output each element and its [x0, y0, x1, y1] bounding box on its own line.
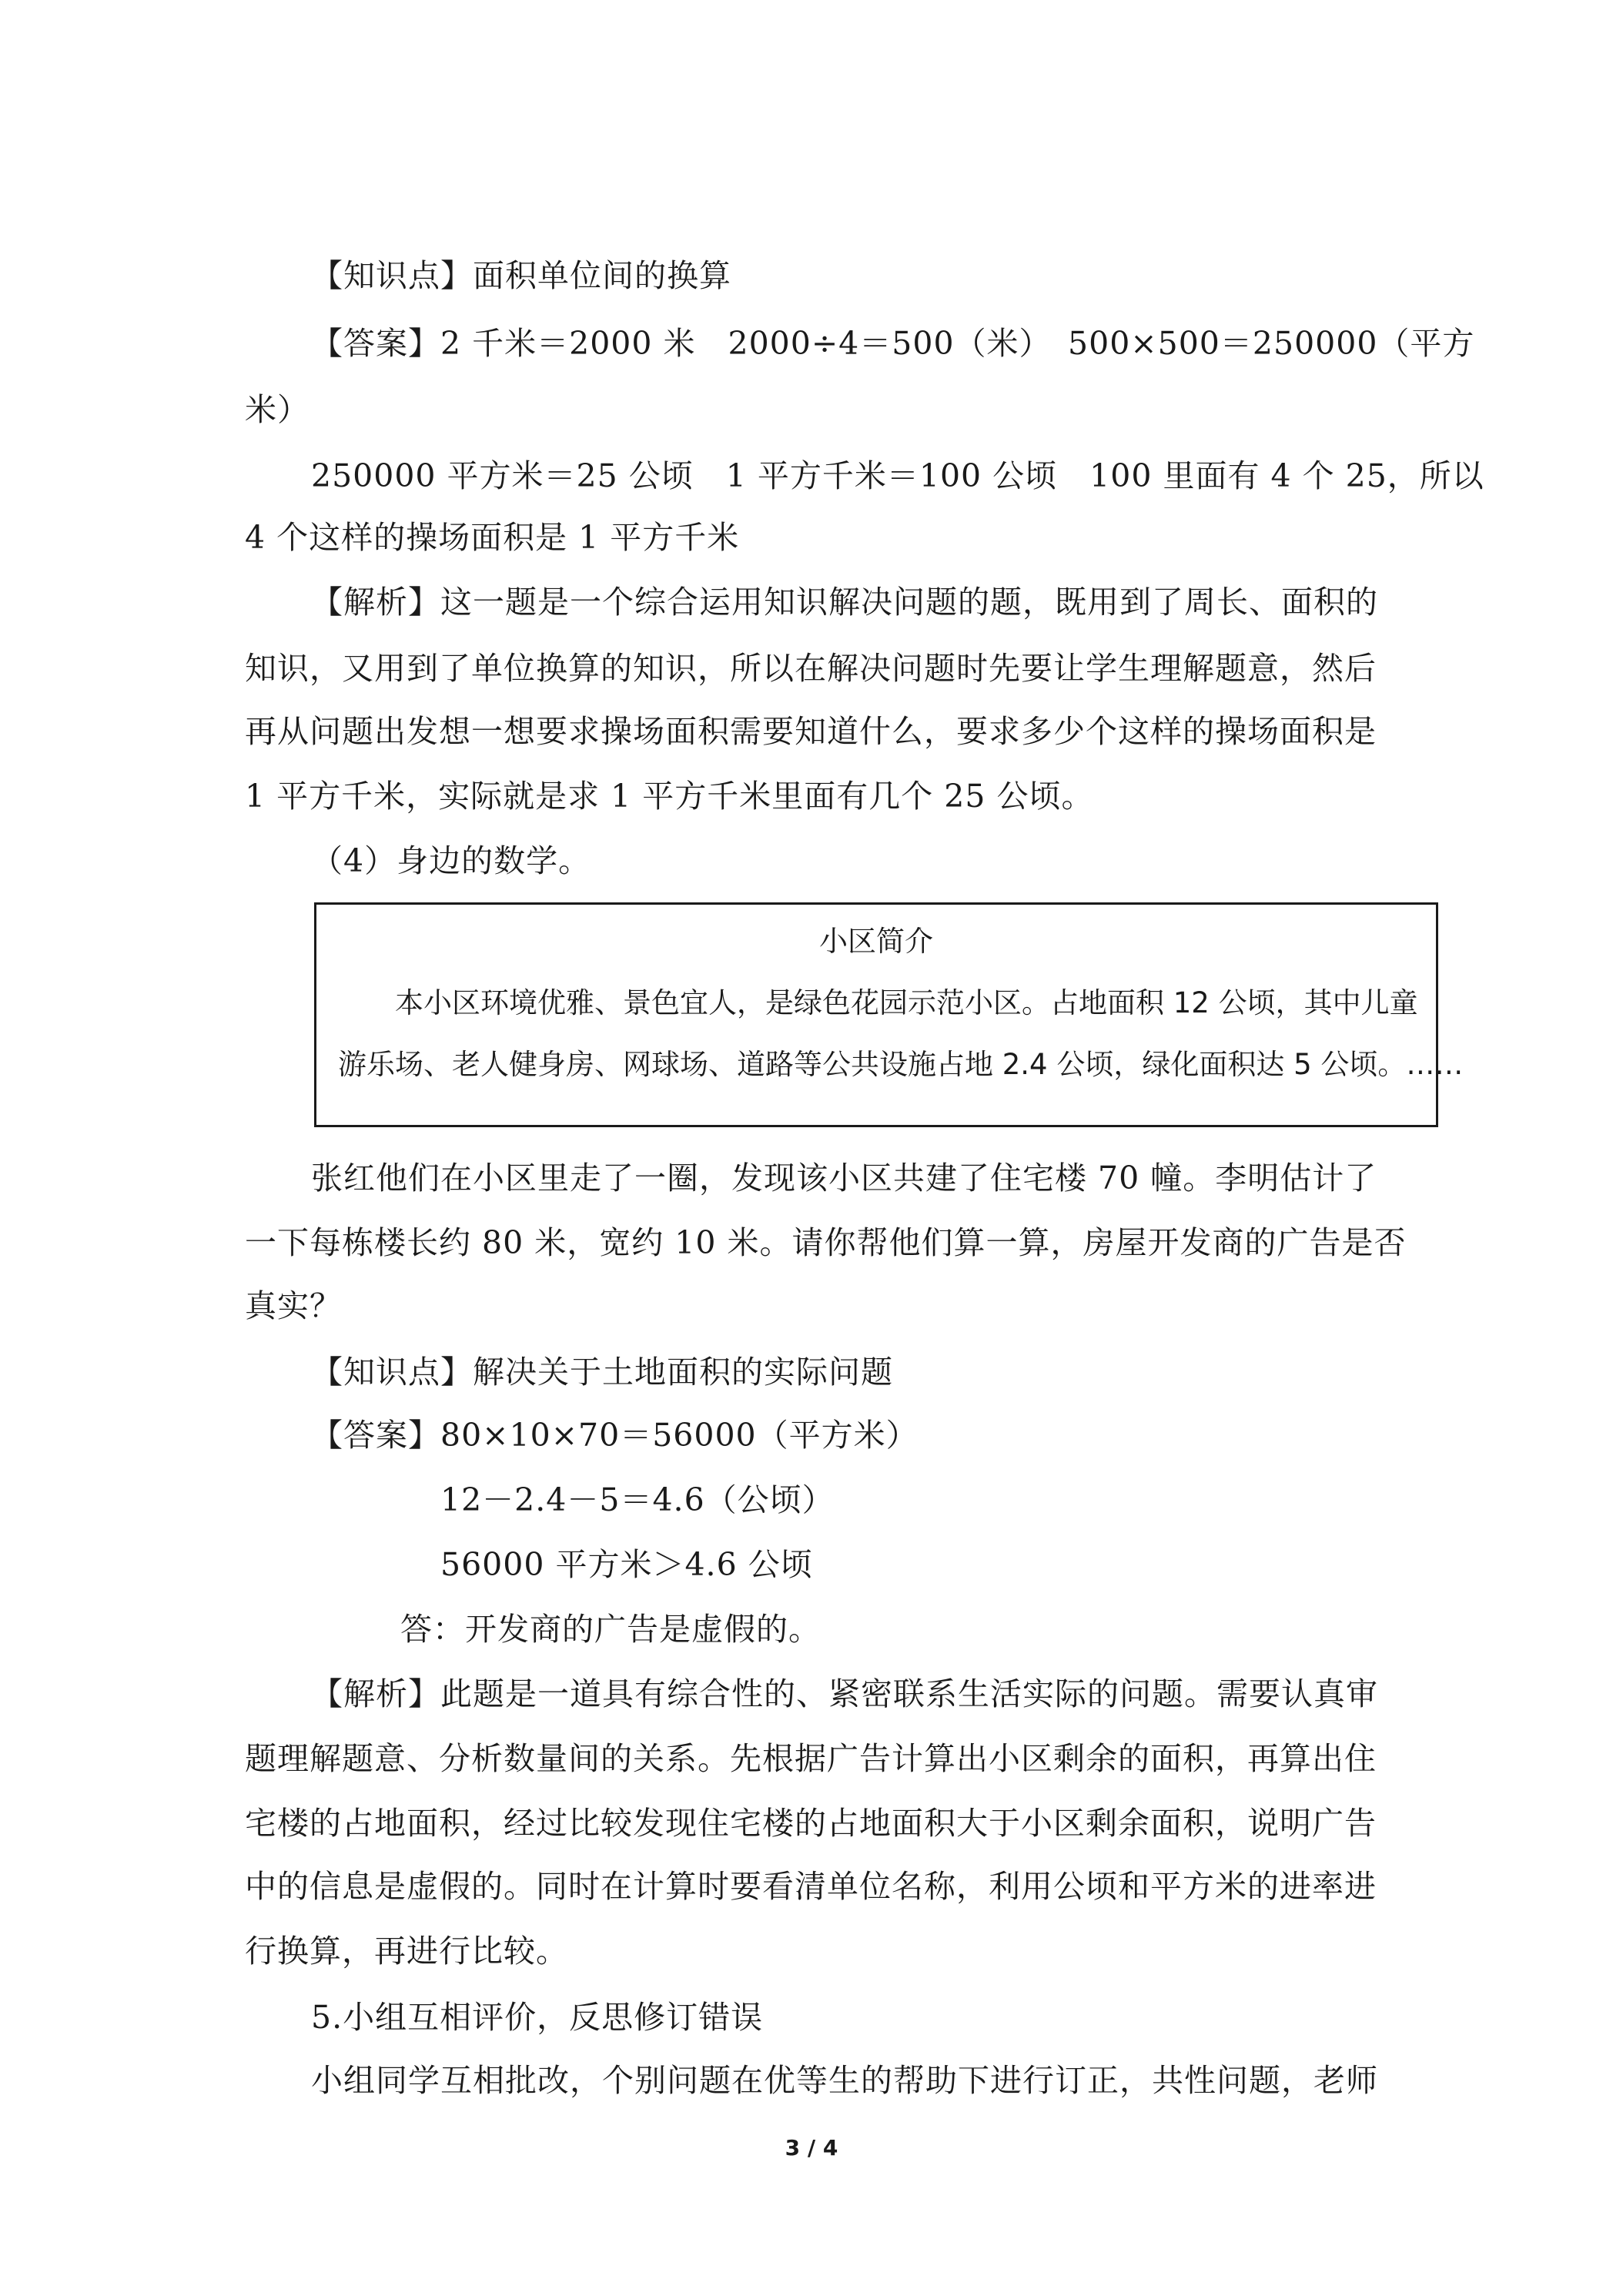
- analysis-2-line-4: 中的信息是虚假的。同时在计算时要看清单位名称，利用公顷和平方米的进率进: [245, 1868, 1377, 1905]
- answer-2-line-3: 56000 平方米＞4.6 公顷: [440, 1546, 813, 1583]
- answer-2-line-1: 【答案】80×10×70＝56000（平方米）: [311, 1417, 919, 1454]
- answer-2-conclusion: 答：开发商的广告是虚假的。: [400, 1611, 821, 1648]
- peer-review-line-1: 小组同学互相批改，个别问题在优等生的帮助下进行订正，共性问题，老师: [311, 2062, 1378, 2099]
- analysis-1-line-2: 知识，又用到了单位换算的知识，所以在解决问题时先要让学生理解题意，然后: [245, 650, 1377, 687]
- analysis-2-line-2: 题理解题意、分析数量间的关系。先根据广告计算出小区剩余的面积，再算出住: [245, 1740, 1377, 1777]
- answer-2-line-2: 12－2.4－5＝4.6（公顷）: [440, 1481, 835, 1518]
- analysis-1-line-3: 再从问题出发想一想要求操场面积需要知道什么，要求多少个这样的操场面积是: [245, 713, 1377, 750]
- problem-line-2: 一下每栋楼长约 80 米，宽约 10 米。请你帮他们算一算，房屋开发商的广告是否: [245, 1224, 1407, 1261]
- answer-1-line-1: 【答案】2 千米＝2000 米 2000÷4＝500（米） 500×500＝250000（平方: [311, 325, 1475, 362]
- community-intro-title: 小区简介: [819, 925, 933, 958]
- analysis-2-line-5: 行换算，再进行比较。: [245, 1933, 568, 1970]
- knowledge-point-2: 【知识点】解决关于土地面积的实际问题: [311, 1354, 893, 1391]
- section-heading-4: （4）身边的数学。: [311, 842, 591, 879]
- page-number: 3 / 4: [785, 2135, 838, 2160]
- answer-1-line-2: 米）: [245, 391, 310, 428]
- analysis-2-line-1: 【解析】此题是一道具有综合性的、紧密联系生活实际的问题。需要认真审: [311, 1675, 1378, 1712]
- answer-1-line-3: 250000 平方米＝25 公顷 1 平方千米＝100 公顷 100 里面有 4 个 25，所以: [311, 457, 1484, 494]
- analysis-2-line-3: 宅楼的占地面积，经过比较发现住宅楼的占地面积大于小区剩余面积，说明广告: [245, 1805, 1377, 1842]
- analysis-1-line-4: 1 平方千米，实际就是求 1 平方千米里面有几个 25 公顷。: [245, 778, 1094, 815]
- section-heading-5: 5.小组互相评价，反思修订错误: [311, 1999, 764, 2036]
- community-intro-line-1: 本小区环境优雅、景色宜人，是绿色花园示范小区。占地面积 12 公顷，其中儿童: [395, 986, 1418, 1019]
- answer-1-line-4: 4 个这样的操场面积是 1 平方千米: [245, 519, 740, 556]
- problem-line-3: 真实？: [245, 1287, 342, 1324]
- community-intro-line-2: 游乐场、老人健身房、网球场、道路等公共设施占地 2.4 公顷，绿化面积达 5 公顷。……: [338, 1048, 1464, 1081]
- knowledge-point-1: 【知识点】面积单位间的换算: [311, 257, 731, 294]
- analysis-1-line-1: 【解析】这一题是一个综合运用知识解决问题的题，既用到了周长、面积的: [311, 584, 1378, 621]
- problem-line-1: 张红他们在小区里走了一圈，发现该小区共建了住宅楼 70 幢。李明估计了: [311, 1160, 1377, 1197]
- community-intro-box: [314, 902, 1464, 1127]
